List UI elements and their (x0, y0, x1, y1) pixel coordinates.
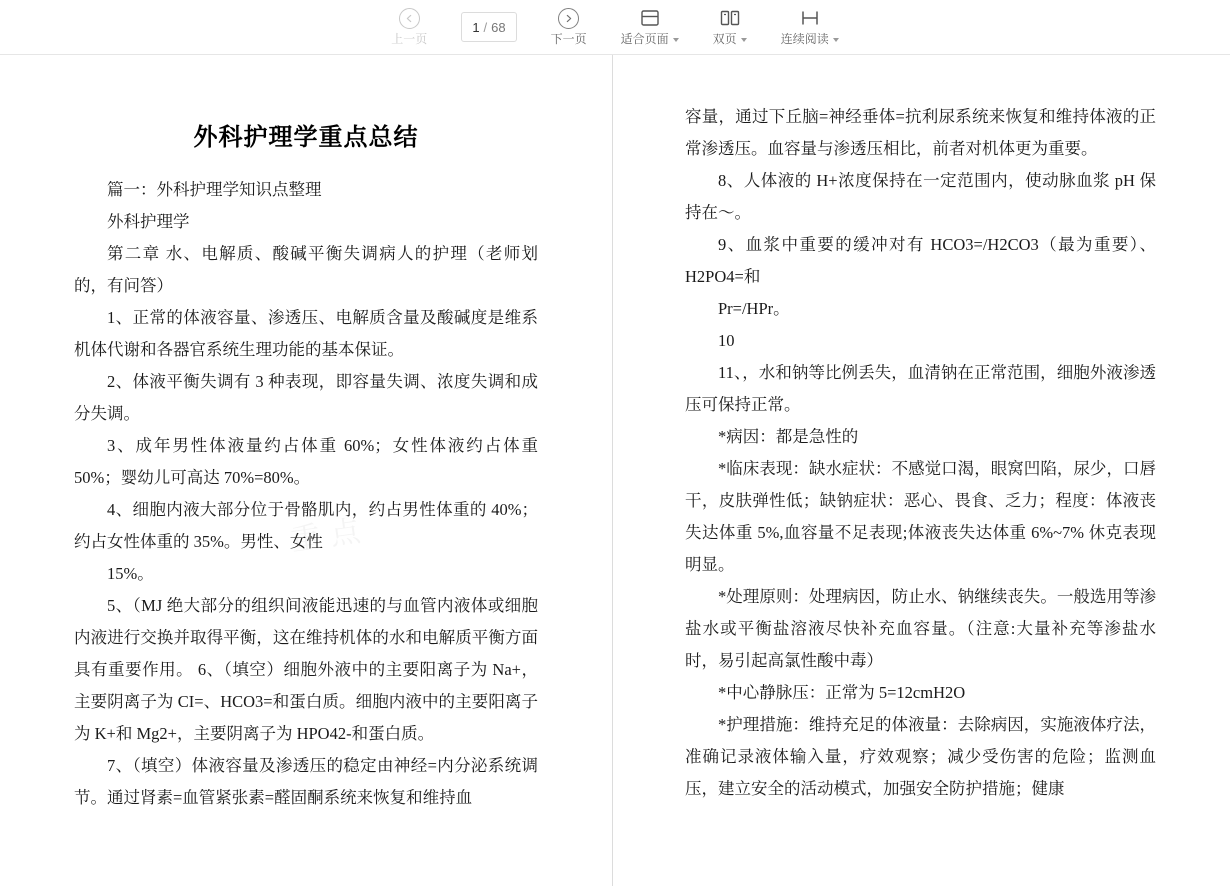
paragraph: 容量，通过下丘脑=神经垂体=抗利尿系统来恢复和维持体液的正常渗透压。血容量与渗透压相比，前者对机体更为重要。 (685, 107, 1156, 158)
paragraph: 15%。 (107, 564, 154, 583)
page-right-content (613, 55, 1230, 805)
fit-page-menu[interactable] (621, 7, 679, 46)
page-title: 外科护理学重点总结 (193, 124, 419, 151)
fit-page-icon (639, 7, 661, 29)
continuous-scroll-icon (799, 7, 821, 29)
paragraph: 5、（MJ 绝大部分的组织间液能迅速的与血管内液体或细胞内液进行交换并取得平衡，这在维持机体的水和电解质平衡方面具有重要作用。 6、（填空）细胞外液中的主要阳离子为 Na+，主要阴离子为 CI=、HCO3=和蛋白质。细胞内液中的主要阳离子为 K+和 Mg2+，主要阴离子为 HPO42-和蛋白质。 (74, 596, 538, 743)
chevron-left-circle-icon (398, 7, 420, 29)
document-pages-area[interactable] (0, 55, 1230, 889)
document-page-right (613, 55, 1230, 889)
continuous-read-label: 连续阅读 (780, 32, 829, 47)
paragraph: 4、细胞内液大部分位于骨骼肌内，约占男性体重的 40%；约占女性体重的 35%。男性、女性 (74, 500, 538, 551)
paragraph: 1、正常的体液容量、渗透压、电解质含量及酸碱度是维系机体代谢和各器官系统生理功能的基本保证。 (74, 308, 538, 359)
paragraph: 篇一：外科护理学知识点整理 (107, 180, 322, 199)
viewer-toolbar (0, 0, 1230, 55)
current-page-value: 1 (472, 19, 480, 35)
page-separator: / (483, 19, 488, 35)
paragraph: *中心静脉压：正常为 5=12cmH2O (718, 683, 966, 702)
total-pages-value: 68 (491, 19, 506, 35)
paragraph: 3、成年男性体液量约占体重 60%；女性体液约占体重 50%；婴幼儿可高达 70%=80%。 (74, 436, 538, 487)
paragraph: 2、体液平衡失调有 3 种表现，即容量失调、浓度失调和成分失调。 (74, 372, 538, 423)
fit-page-label-wrap (621, 32, 679, 46)
paragraph: 8、人体液的 H+浓度保持在一定范围内，使动脉血浆 pH 保持在～。 (685, 171, 1156, 222)
continuous-read-label-wrap (781, 32, 839, 46)
prev-page-button[interactable] (391, 7, 427, 46)
next-page-button[interactable] (551, 7, 587, 46)
page-number-input[interactable] (461, 12, 516, 42)
next-page-label: 下一页 (550, 32, 587, 47)
paragraph: 7、（填空）体液容量及渗透压的稳定由神经=内分泌系统调节。通过肾素=血管紧张素=醛固酮系统来恢复和维持血 (74, 756, 538, 807)
dual-page-menu[interactable] (713, 7, 747, 46)
page-left-content (0, 55, 612, 814)
paragraph: 10 (718, 331, 735, 350)
paragraph: *临床表现：缺水症状：不感觉口渴，眼窝凹陷，尿少，口唇干，皮肤弹性低；缺钠症状：恶心、畏食、乏力；程度：体液丧失达体重 5%,血容量不足表现;体液丧失达体重 6%~7% 休克表现明显。 (685, 459, 1156, 574)
chevron-down-icon (673, 38, 679, 42)
continuous-read-menu[interactable] (781, 7, 839, 46)
document-page-left (0, 55, 613, 889)
fit-page-label: 适合页面 (620, 32, 669, 47)
dual-page-label: 双页 (712, 32, 737, 47)
prev-page-label: 上一页 (391, 32, 428, 47)
chevron-down-icon (741, 38, 747, 42)
paragraph: 11、，水和钠等比例丢失，血清钠在正常范围，细胞外液渗透压可保持正常。 (685, 363, 1156, 414)
paragraph: Pr=/HPr。 (718, 299, 790, 318)
paragraph: *病因：都是急性的 (718, 427, 859, 446)
paragraph: 第二章 水、电解质、酸碱平衡失调病人的护理（老师划的，有问答） (74, 244, 538, 295)
dual-page-label-wrap (713, 32, 747, 46)
dual-page-icon (719, 7, 741, 29)
chevron-down-icon (833, 38, 839, 42)
paragraph: *护理措施：维持充足的体液量：去除病因，实施液体疗法，准确记录液体输入量，疗效观察；减少受伤害的危险；监测血压，建立安全的活动模式，加强安全防护措施；健康 (685, 715, 1156, 798)
paragraph: *处理原则：处理病因，防止水、钠继续丧失。一般选用等渗盐水或平衡盐溶液尽快补充血容量。（注意:大量补充等渗盐水时，易引起高氯性酸中毒） (685, 587, 1156, 670)
paragraph: 外科护理学 (107, 212, 190, 231)
chevron-right-circle-icon (558, 7, 580, 29)
paragraph: 9、血浆中重要的缓冲对有 HCO3=/H2CO3（最为重要）、H2PO4=和 (685, 235, 1156, 286)
